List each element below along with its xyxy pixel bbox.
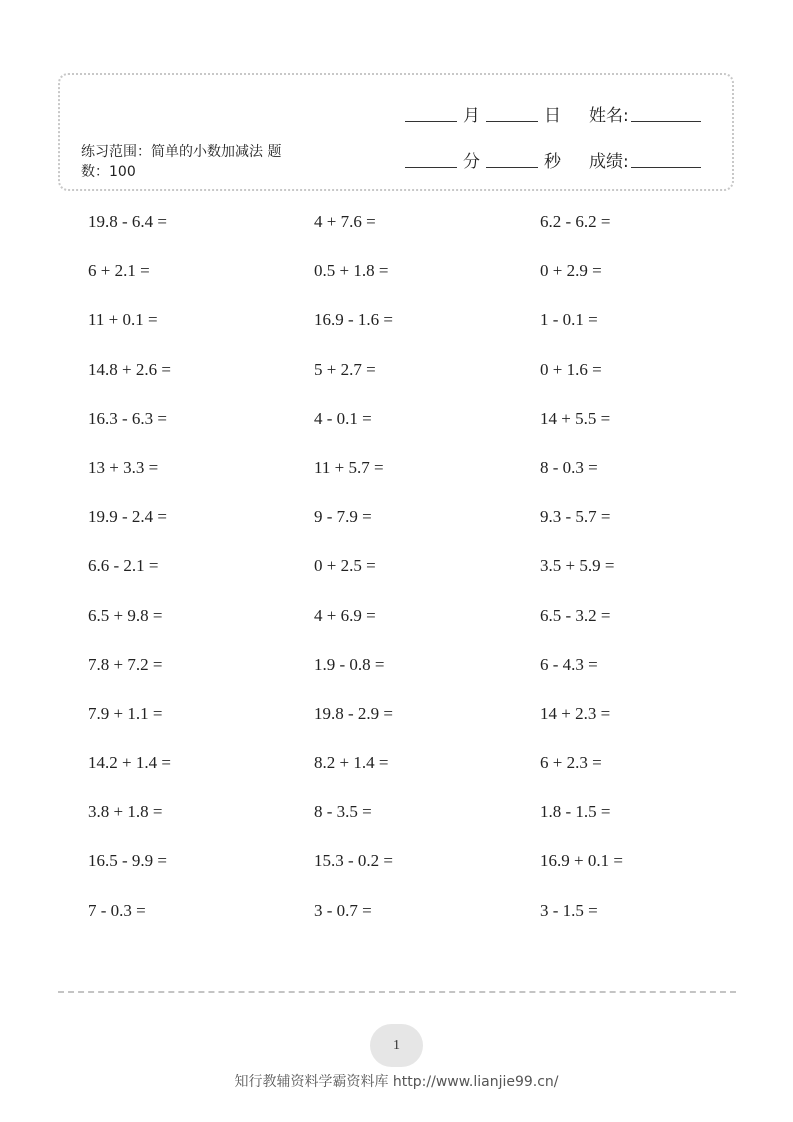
problem-item: 6.2 - 6.2 = bbox=[540, 212, 611, 231]
score-label: 成绩: bbox=[589, 152, 629, 172]
problem-item: 8 - 0.3 = bbox=[540, 457, 598, 477]
problem-item: 11 + 0.1 = bbox=[88, 310, 158, 330]
score-blank[interactable] bbox=[631, 166, 701, 168]
problem-item: 7 - 0.3 = bbox=[88, 900, 146, 920]
footer-source: 知行教辅资料学霸资料库 http://www.lianjie99.cn/ bbox=[234, 1074, 559, 1090]
problem-item: 4 + 7.6 = bbox=[314, 212, 376, 231]
problem-item: 6.5 + 9.8 = bbox=[88, 605, 163, 625]
problem-item: 3.8 + 1.8 = bbox=[88, 802, 163, 822]
practice-range: 练习范围：简单的小数加减法 题数：100 bbox=[81, 144, 282, 180]
problem-item: 3 - 0.7 = bbox=[314, 900, 372, 920]
problem-item: 14.8 + 2.6 = bbox=[88, 359, 171, 379]
problem-item: 6.6 - 2.1 = bbox=[88, 556, 159, 576]
second-blank[interactable] bbox=[486, 166, 538, 168]
day-label: 日 bbox=[544, 106, 561, 126]
problem-item: 11 + 5.7 = bbox=[314, 457, 384, 477]
problem-item: 6 + 2.3 = bbox=[540, 753, 602, 773]
problem-item: 3 - 1.5 = bbox=[540, 900, 598, 920]
page-divider bbox=[58, 991, 736, 993]
problem-item: 15.3 - 0.2 = bbox=[314, 851, 393, 871]
problem-item: 4 + 6.9 = bbox=[314, 605, 376, 625]
second-label: 秒 bbox=[544, 152, 561, 172]
minute-label: 分 bbox=[463, 152, 480, 172]
problem-item: 0 + 2.9 = bbox=[540, 261, 602, 281]
problem-item: 1 - 0.1 = bbox=[540, 310, 598, 330]
problem-item: 16.9 + 0.1 = bbox=[540, 851, 623, 871]
problem-item: 19.9 - 2.4 = bbox=[88, 507, 167, 527]
problem-item: 6 + 2.1 = bbox=[88, 261, 150, 281]
problem-item: 7.9 + 1.1 = bbox=[88, 703, 163, 723]
problem-item: 1.9 - 0.8 = bbox=[314, 654, 385, 674]
problem-item: 0 + 1.6 = bbox=[540, 359, 602, 379]
problem-item: 19.8 - 6.4 = bbox=[88, 212, 167, 231]
date-name-row bbox=[405, 101, 701, 126]
time-score-row bbox=[405, 147, 701, 172]
problem-item: 14 + 2.3 = bbox=[540, 703, 611, 723]
problem-item: 13 + 3.3 = bbox=[88, 457, 159, 477]
problem-item: 3.5 + 5.9 = bbox=[540, 556, 615, 576]
problem-item: 5 + 2.7 = bbox=[314, 359, 376, 379]
minute-blank[interactable] bbox=[405, 166, 457, 168]
problem-item: 6 - 4.3 = bbox=[540, 654, 598, 674]
worksheet-header bbox=[58, 73, 734, 191]
problem-grid bbox=[88, 205, 748, 943]
month-blank[interactable] bbox=[405, 120, 457, 122]
problem-item: 16.9 - 1.6 = bbox=[314, 310, 393, 330]
name-blank[interactable] bbox=[631, 120, 701, 122]
problem-item: 16.3 - 6.3 = bbox=[88, 408, 167, 428]
problem-item: 16.5 - 9.9 = bbox=[88, 851, 167, 871]
problem-item: 14.2 + 1.4 = bbox=[88, 753, 171, 773]
month-label: 月 bbox=[463, 106, 480, 126]
problem-item: 9.3 - 5.7 = bbox=[540, 507, 611, 527]
problem-item: 0 + 2.5 = bbox=[314, 556, 376, 576]
problem-item: 9 - 7.9 = bbox=[314, 507, 372, 527]
problem-item: 19.8 - 2.9 = bbox=[314, 703, 393, 723]
problem-item: 8.2 + 1.4 = bbox=[314, 753, 389, 773]
name-label: 姓名: bbox=[589, 106, 629, 126]
problem-item: 6.5 - 3.2 = bbox=[540, 605, 611, 625]
problem-item: 0.5 + 1.8 = bbox=[314, 261, 389, 281]
problem-item: 14 + 5.5 = bbox=[540, 408, 611, 428]
problem-item: 4 - 0.1 = bbox=[314, 408, 372, 428]
problem-item: 8 - 3.5 = bbox=[314, 802, 372, 822]
problem-item: 7.8 + 7.2 = bbox=[88, 654, 163, 674]
problem-item: 1.8 - 1.5 = bbox=[540, 802, 611, 822]
page-number: 1 bbox=[370, 1024, 423, 1067]
day-blank[interactable] bbox=[486, 120, 538, 122]
